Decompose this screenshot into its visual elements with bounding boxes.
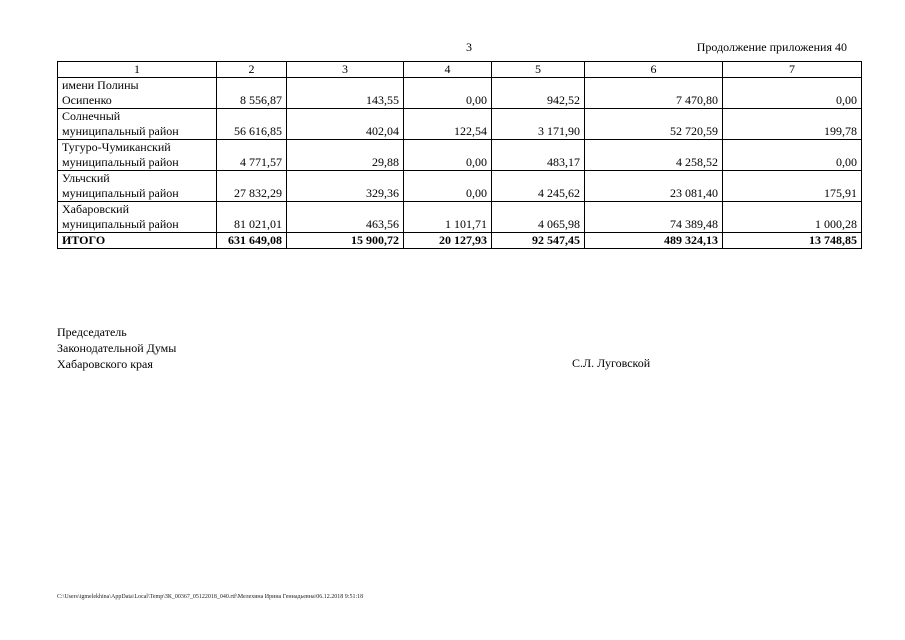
table-cell: 402,04 bbox=[287, 109, 404, 140]
table-cell: 0,00 bbox=[723, 140, 862, 171]
table-cell: 23 081,40 bbox=[585, 171, 723, 202]
table-row bbox=[58, 171, 862, 202]
district-name: Солнечный муниципальный район bbox=[58, 109, 217, 140]
column-header: 1 bbox=[58, 62, 217, 78]
column-number-row bbox=[58, 62, 862, 78]
table-row bbox=[58, 140, 862, 171]
file-path-footer: C:\Users\igmelekhina\AppData\Local\Temp\ЗК_00367_05122018_040.rtf\Мелехина Ирина Геннадьевна\06.12.2018 9:51:18 bbox=[57, 594, 364, 600]
table-cell: 0,00 bbox=[404, 171, 492, 202]
total-cell: 489 324,13 bbox=[585, 233, 723, 249]
district-name: Тугуро-Чумиканский муниципальный район bbox=[58, 140, 217, 171]
table-row bbox=[58, 202, 862, 233]
column-header: 3 bbox=[287, 62, 404, 78]
table-cell: 175,91 bbox=[723, 171, 862, 202]
table-cell: 4 065,98 bbox=[492, 202, 585, 233]
table-cell: 4 245,62 bbox=[492, 171, 585, 202]
table-cell: 0,00 bbox=[404, 140, 492, 171]
table-cell: 483,17 bbox=[492, 140, 585, 171]
district-name: Ульчский муниципальный район bbox=[58, 171, 217, 202]
total-row bbox=[58, 233, 862, 249]
table-cell: 0,00 bbox=[404, 78, 492, 109]
table-cell: 74 389,48 bbox=[585, 202, 723, 233]
table-cell: 56 616,85 bbox=[217, 109, 287, 140]
table-cell: 81 021,01 bbox=[217, 202, 287, 233]
signature-line: Хабаровского края bbox=[57, 357, 153, 371]
table-cell: 0,00 bbox=[723, 78, 862, 109]
table-cell: 4 258,52 bbox=[585, 140, 723, 171]
signature-line: Председатель bbox=[57, 325, 127, 339]
total-cell: 631 649,08 bbox=[217, 233, 287, 249]
column-header: 4 bbox=[404, 62, 492, 78]
table-cell: 4 771,57 bbox=[217, 140, 287, 171]
table-cell: 7 470,80 bbox=[585, 78, 723, 109]
signature-title bbox=[57, 324, 176, 372]
signature-line: Законодательной Думы bbox=[57, 341, 177, 355]
total-label: ИТОГО bbox=[58, 233, 217, 249]
table-cell: 1 000,28 bbox=[723, 202, 862, 233]
signer-name: С.Л. Луговской bbox=[572, 356, 651, 370]
table-cell: 29,88 bbox=[287, 140, 404, 171]
total-cell: 15 900,72 bbox=[287, 233, 404, 249]
table-cell: 122,54 bbox=[404, 109, 492, 140]
total-cell: 13 748,85 bbox=[723, 233, 862, 249]
district-name: Хабаровский муниципальный район bbox=[58, 202, 217, 233]
column-header: 6 bbox=[585, 62, 723, 78]
table-cell: 1 101,71 bbox=[404, 202, 492, 233]
page-number: 3 bbox=[466, 40, 472, 54]
continuation-note: Продолжение приложения 40 bbox=[696, 40, 847, 54]
total-cell: 92 547,45 bbox=[492, 233, 585, 249]
table-cell: 8 556,87 bbox=[217, 78, 287, 109]
column-header: 7 bbox=[723, 62, 862, 78]
table-cell: 143,55 bbox=[287, 78, 404, 109]
column-header: 5 bbox=[492, 62, 585, 78]
district-name: имени Полины Осипенко bbox=[58, 78, 217, 109]
table-cell: 52 720,59 bbox=[585, 109, 723, 140]
table-row bbox=[58, 78, 862, 109]
table-cell: 27 832,29 bbox=[217, 171, 287, 202]
table-cell: 3 171,90 bbox=[492, 109, 585, 140]
table-cell: 463,56 bbox=[287, 202, 404, 233]
total-cell: 20 127,93 bbox=[404, 233, 492, 249]
table-cell: 942,52 bbox=[492, 78, 585, 109]
table-cell: 199,78 bbox=[723, 109, 862, 140]
table-cell: 329,36 bbox=[287, 171, 404, 202]
data-table bbox=[57, 61, 862, 249]
table-row bbox=[58, 109, 862, 140]
column-header: 2 bbox=[217, 62, 287, 78]
